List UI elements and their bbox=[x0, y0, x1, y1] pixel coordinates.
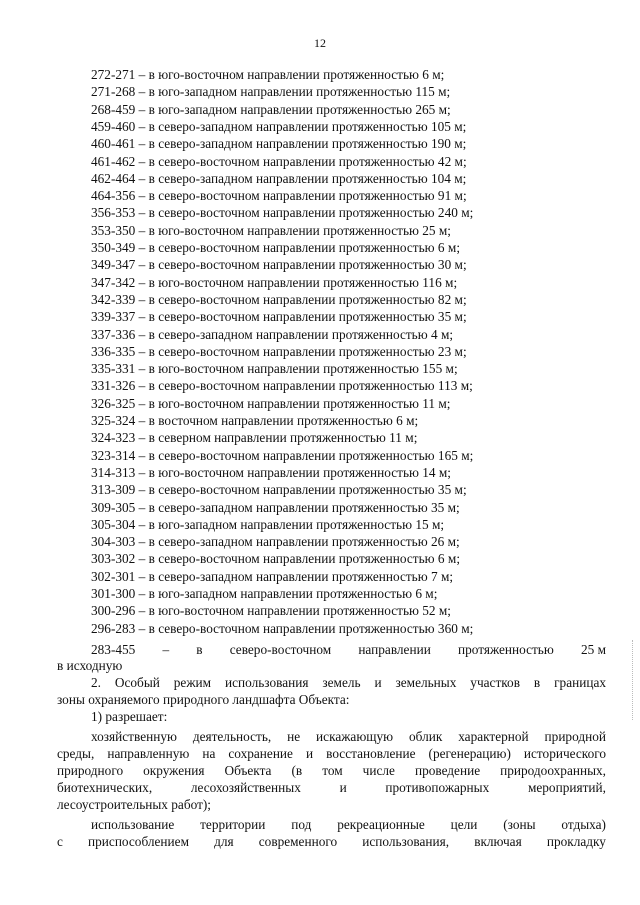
word: протяженностью bbox=[457, 642, 554, 657]
word: использования, bbox=[362, 834, 450, 849]
segment-line: 462-464 – в северо-западном направлении протяженностью 104 м; bbox=[91, 170, 467, 186]
segment-line: 350-349 – в северо-восточном направлении протяженностью 6 м; bbox=[91, 240, 461, 255]
segment-line: 331-326 – в северо-восточном направлении протяженностью 113 м; bbox=[91, 378, 473, 394]
page-number: 12 bbox=[314, 36, 326, 50]
segment-line: 268-459 – в юго-западном направлении протяженностью 265 м; bbox=[91, 101, 451, 117]
segment-line: 342-339 – в северо-восточном направлении протяженностью 82 м; bbox=[91, 291, 467, 307]
word: территории bbox=[200, 817, 266, 832]
word: современного bbox=[258, 834, 338, 849]
segment-line: 302-301 – в северо-западном направлении протяженностью 7 м; bbox=[91, 568, 454, 584]
segment-line: 304-303 – в северо-западном направлении протяженностью 26 м; bbox=[91, 534, 460, 550]
word: противопожарных bbox=[385, 780, 490, 795]
word: в bbox=[196, 642, 203, 657]
paragraph2-line1 bbox=[91, 816, 606, 833]
word: 283-455 bbox=[91, 642, 136, 657]
segment-line: 303-302 – в северо-восточном направлении протяженностью 6 м; bbox=[91, 551, 461, 567]
word: и bbox=[339, 780, 347, 795]
segment-line: 271-268 – в юго-западном направлении протяженностью 115 м; bbox=[91, 84, 451, 100]
segment-line: 324-323 – в северном направлении протяженностью 11 м; bbox=[91, 430, 418, 446]
margin-scan-mark bbox=[632, 640, 635, 720]
segment-line: 339-337 – в северо-восточном направлении протяженностью 35 м; bbox=[91, 309, 467, 325]
word: – bbox=[162, 642, 170, 657]
word: с bbox=[57, 834, 63, 849]
segment-line: 313-309 – в северо-восточном направлении протяженностью 35 м; bbox=[91, 482, 467, 498]
word: биотехнических, bbox=[57, 780, 153, 795]
segment-line: 349-347 – в северо-восточном направлении протяженностью 30 м; bbox=[91, 257, 467, 273]
segment-line: 335-331 – в юго-восточном направлении протяженностью 155 м; bbox=[91, 361, 458, 377]
segment-line: 460-461 – в северо-западном направлении протяженностью 190 м; bbox=[91, 136, 467, 152]
word: прокладку bbox=[546, 834, 606, 849]
segment-line: 347-342 – в юго-восточном направлении протяженностью 116 м; bbox=[91, 274, 458, 290]
segment-last-row bbox=[91, 641, 606, 658]
paragraph1-line2: среды, направленную на сохранение и восстановление (регенерацию) исторического bbox=[57, 746, 606, 761]
word: рекреационные bbox=[337, 817, 425, 832]
paragraph1-line4 bbox=[57, 779, 606, 796]
section2-item1: 1) разрешает: bbox=[91, 709, 168, 724]
word: мероприятий, bbox=[527, 780, 606, 795]
segment-line: 272-271 – в юго-восточном направлении протяженностью 6 м; bbox=[91, 67, 445, 82]
segment-line: 336-335 – в северо-восточном направлении протяженностью 23 м; bbox=[91, 343, 467, 359]
segment-line: 309-305 – в северо-западном направлении протяженностью 35 м; bbox=[91, 499, 460, 515]
segment-line: 459-460 – в северо-западном направлении протяженностью 105 м; bbox=[91, 118, 467, 134]
segment-line: 353-350 – в юго-восточном направлении протяженностью 25 м; bbox=[91, 222, 451, 238]
word: северо-восточном bbox=[229, 642, 332, 657]
segment-line: 356-353 – в северо-восточном направлении протяженностью 240 м; bbox=[91, 205, 474, 221]
section2-heading-line2: зоны охраняемого природного ландшафта Объекта: bbox=[57, 692, 350, 707]
segment-line: 296-283 – в северо-восточном направлении протяженностью 360 м; bbox=[91, 620, 474, 636]
word: направлении bbox=[358, 642, 431, 657]
segment-line: 464-356 – в северо-восточном направлении протяженностью 91 м; bbox=[91, 188, 467, 204]
segment-line: 323-314 – в северо-восточном направлении протяженностью 165 м; bbox=[91, 447, 474, 463]
segment-line: 326-325 – в юго-восточном направлении протяженностью 11 м; bbox=[91, 395, 451, 411]
word: 25 м bbox=[580, 642, 606, 657]
word: отдыха) bbox=[561, 817, 606, 832]
segment-line: 305-304 – в юго-западном направлении протяженностью 15 м; bbox=[91, 516, 445, 532]
segment-line: 301-300 – в юго-западном направлении протяженностью 6 м; bbox=[91, 586, 438, 601]
paragraph2-line2 bbox=[57, 833, 606, 850]
word: использование bbox=[91, 817, 175, 832]
segment-line: 337-336 – в северо-западном направлении протяженностью 4 м; bbox=[91, 326, 454, 342]
word: (зоны bbox=[503, 817, 536, 832]
paragraph1-line5: лесоустроительных работ); bbox=[57, 797, 212, 812]
section2-heading-line1: 2. Особый режим использования земель и земельных участков в границах bbox=[91, 675, 606, 690]
word: цели bbox=[450, 817, 478, 832]
paragraph1-line3: природного окружения Объекта (в том числе проведение природоохранных, bbox=[57, 763, 606, 778]
segment-last-tail: в исходную bbox=[57, 658, 123, 673]
word: приспособлением bbox=[88, 834, 189, 849]
segment-line: 461-462 – в северо-восточном направлении протяженностью 42 м; bbox=[91, 153, 467, 169]
word: включая bbox=[474, 834, 522, 849]
segment-line: 325-324 – в восточном направлении протяженностью 6 м; bbox=[91, 413, 419, 428]
word: лесохозяйственных bbox=[190, 780, 301, 795]
word: под bbox=[291, 817, 312, 832]
paragraph1-line1: хозяйственную деятельность, не искажающую облик характерной природной bbox=[91, 729, 606, 744]
word: для bbox=[214, 834, 234, 849]
segment-line: 300-296 – в юго-восточном направлении протяженностью 52 м; bbox=[91, 603, 451, 619]
segment-line: 314-313 – в юго-восточном направлении протяженностью 14 м; bbox=[91, 464, 451, 480]
